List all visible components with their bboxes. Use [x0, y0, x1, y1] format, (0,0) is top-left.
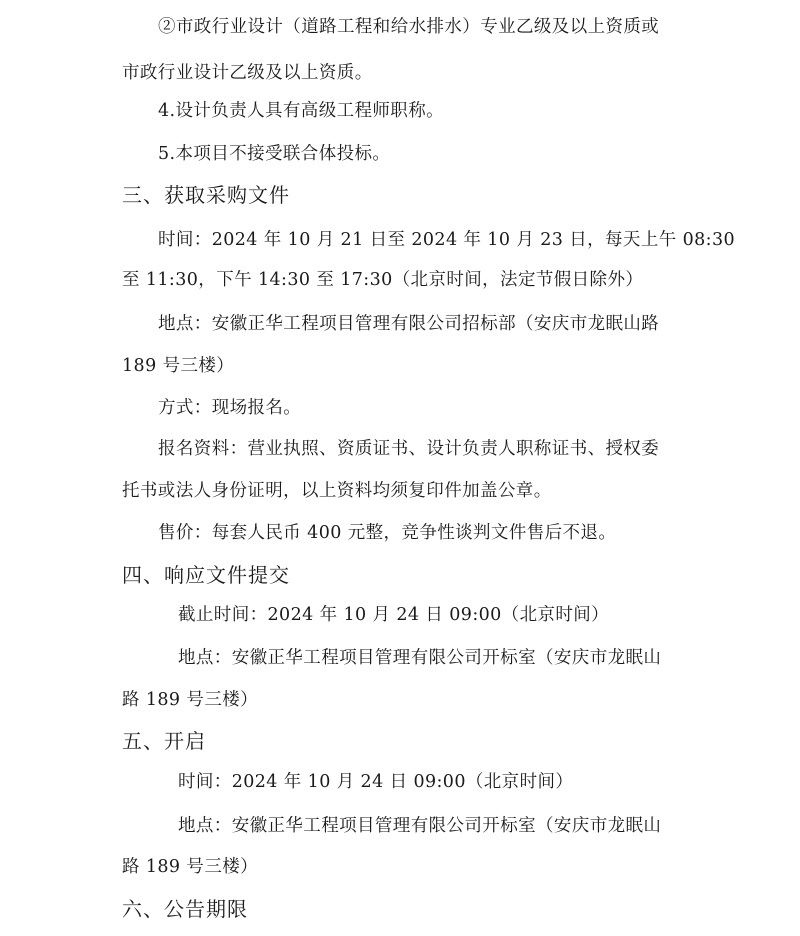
- qualification-item-5: 5.本项目不接受联合体投标。: [158, 144, 391, 164]
- section-heading-6: 六、公告期限: [122, 897, 248, 921]
- purchase-location-line-2: 189 号三楼）: [122, 356, 235, 376]
- submission-location-line-1: 地点：安徽正华工程项目管理有限公司开标室（安庆市龙眠山: [178, 648, 662, 668]
- price-line: 售价：每套人民币 400 元整，竞争性谈判文件售后不退。: [158, 523, 617, 543]
- opening-location-line-2: 路 189 号三楼）: [122, 857, 259, 877]
- purchase-time-line-2: 至 11:30，下午 14:30 至 17:30（北京时间，法定节假日除外）: [122, 270, 644, 290]
- opening-location-line-1: 地点：安徽正华工程项目管理有限公司开标室（安庆市龙眠山: [178, 816, 662, 836]
- section-heading-4: 四、响应文件提交: [122, 563, 290, 587]
- submission-deadline: 截止时间：2024 年 10 月 24 日 09:00（北京时间）: [178, 605, 610, 625]
- purchase-time-line-1: 时间：2024 年 10 月 21 日至 2024 年 10 月 23 日，每天上午 08:30: [158, 230, 736, 250]
- qualification-line-2a: ②市政行业设计（道路工程和给水排水）专业乙级及以上资质或: [158, 17, 660, 37]
- qualification-line-2b: 市政行业设计乙级及以上资质。: [122, 63, 373, 83]
- section-heading-3: 三、获取采购文件: [122, 183, 290, 207]
- purchase-method: 方式：现场报名。: [158, 398, 302, 418]
- section-heading-5: 五、开启: [122, 729, 206, 753]
- qualification-item-4: 4.设计负责人具有高级工程师职称。: [158, 101, 444, 121]
- submission-location-line-2: 路 189 号三楼）: [122, 690, 259, 710]
- purchase-location-line-1: 地点：安徽正华工程项目管理有限公司招标部（安庆市龙眠山路: [158, 314, 660, 334]
- registration-docs-line-1: 报名资料：营业执照、资质证书、设计负责人职称证书、授权委: [158, 439, 660, 459]
- opening-time: 时间：2024 年 10 月 24 日 09:00（北京时间）: [178, 772, 574, 792]
- registration-docs-line-2: 托书或法人身份证明，以上资料均须复印件加盖公章。: [122, 481, 552, 501]
